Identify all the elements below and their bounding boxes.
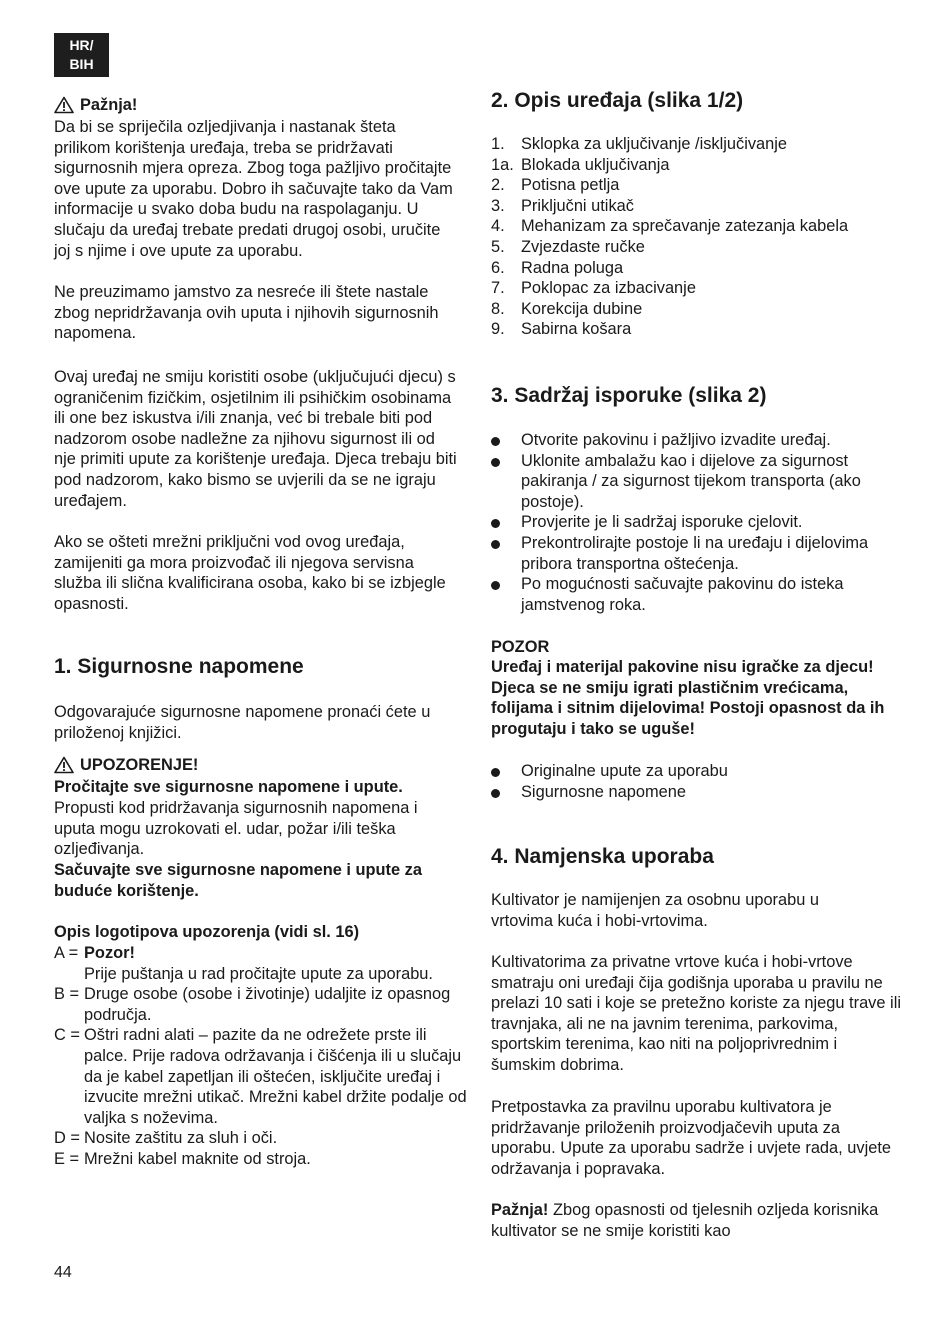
logo-text: Nosite zaštitu za sluh i oči.: [84, 1129, 278, 1148]
part-number: 1.: [491, 135, 505, 153]
use-paragraph-4-attention: Pažnja!: [491, 1201, 549, 1219]
part-number: 9.: [491, 320, 505, 339]
attention-heading: [54, 95, 137, 116]
part-number: 7.: [491, 279, 505, 298]
section-1-intro: Odgovarajuće sigurnosne napomene pronaći ćete u priloženoj knjižici.: [54, 703, 431, 742]
bullet-item: [491, 782, 891, 803]
section-3-title: 3. Sadržaj isporuke (slika 2): [491, 384, 767, 407]
part-label: Korekcija dubine: [521, 299, 643, 318]
cable-paragraph: Ako se ošteti mrežni priključni vod ovog uređaja, zamijeniti ga mora proizvođač ili njegova servisna služba ili slična kvalificirana osoba, kako bi se izbjegle opasnosti.: [54, 533, 446, 613]
logo-text: Mrežni kabel maknite od stroja.: [84, 1149, 311, 1168]
bullet-dot-icon: [491, 451, 521, 513]
part-number: 6.: [491, 258, 505, 277]
part-item: [491, 216, 901, 237]
logo-legend-item: [54, 1128, 474, 1149]
bullet-item: [491, 512, 891, 533]
caution-text: Uređaj i materijal pakovine nisu igračke za djecu! Djeca se ne smiju igrati plastičnim vrećicama, folijama i sitnim dijelovima! Postoji opasnost da ih progutaju i tako se uguše!: [491, 658, 885, 738]
delivery-items-list: [491, 761, 891, 802]
use-paragraph-1: Kultivator je namijenjen za osobnu uporabu u vrtovima kuća i hobi-vrtovima.: [491, 891, 820, 930]
logos-legend: [54, 943, 474, 1170]
logo-text: Prije puštanja u rad pročitajte upute za uporabu.: [84, 964, 433, 983]
section-2-title: 2. Opis uređaja (slika 1/2): [491, 89, 744, 112]
caution-label: POZOR: [491, 638, 550, 656]
warning-keep-all: Sačuvajte sve sigurnosne napomene i upute za buduće korištenje.: [54, 861, 422, 900]
logo-key: A =: [54, 944, 79, 962]
part-item: [491, 175, 901, 196]
part-number: 3.: [491, 196, 505, 215]
part-label: Blokada uključivanja: [521, 155, 670, 174]
part-number: 2.: [491, 176, 505, 195]
part-item: [491, 258, 901, 279]
logo-key: D =: [54, 1129, 80, 1148]
delivery-steps-list: [491, 430, 891, 615]
logo-text: Oštri radni alati – pazite da ne odrežete prste ili palce. Prije radova održavanja i čišćenja ili u slučaju da je kabel zapetljan ili oštećen, isključite uređaj i izvucite mrežni utikač. Mrežni kabel držite podalje od valjka s noževima.: [84, 1026, 467, 1127]
language-badge-line1: HR/: [69, 37, 94, 53]
logo-bold-label: Pozor!: [84, 944, 135, 962]
parts-list: [491, 134, 901, 340]
attention-title: Pažnja!: [80, 96, 138, 114]
use-paragraph-2: Kultivatorima za privatne vrtove kuća i hobi-vrtove smatraju oni uređaji čija godišnja uporaba u pravilu ne prelazi 10 sati i koje se pretežno koriste za njegu trave ili travnjaka, ali ne na javnim terenima, parkovima, sportskim terenima, kao niti na poljoprivrednim i šumskim dobrima.: [491, 953, 901, 1074]
bullet-text: Uklonite ambalažu kao i dijelove za sigurnost pakiranja / za sigurnost tijekom transporta (ako postoje).: [521, 451, 861, 511]
part-label: Mehanizam za sprečavanje zatezanja kabela: [521, 217, 849, 236]
language-badge-line2: BIH: [69, 56, 94, 72]
bullet-dot-icon: [491, 761, 521, 782]
page-number: 44: [54, 1264, 72, 1281]
bullet-text: Prekontrolirajte postoje li na uređaju i dijelovima pribora transportna oštećenja.: [521, 533, 869, 573]
use-paragraph-4: [491, 1200, 891, 1241]
use-paragraph-3: Pretpostavka za pravilnu uporabu kultivatora je pridržavanje priloženih proizvodjačevih uputa za uporabu. Upute za uporabu sadrže i uvjete rada, uvjete održavanja i popravaka.: [491, 1098, 892, 1178]
part-number: 8.: [491, 299, 505, 318]
bullet-dot-icon: [491, 430, 521, 451]
use-paragraph-4-text: Zbog opasnosti od tjelesnih ozljeda korisnika kultivator se ne smije koristiti kao: [491, 1201, 879, 1240]
section-4-title: 4. Namjenska uporaba: [491, 845, 714, 868]
bullet-dot-icon: [491, 512, 521, 533]
attention-paragraph-2: Ne preuzimamo jamstvo za nesreće ili štete nastale zbog nepridržavanja ovih uputa i njihovih sigurnosnih napomena.: [54, 283, 439, 343]
part-label: Sabirna košara: [521, 320, 632, 339]
logo-text: Druge osobe (osobe i životinje) udaljite iz opasnog područja.: [84, 985, 451, 1024]
bullet-dot-icon: [491, 574, 521, 615]
bullet-dot-icon: [491, 533, 521, 574]
warning-text: Propusti kod pridržavanja sigurnosnih napomena i uputa mogu uzrokovati el. udar, požar i/ili teška ozljeđivanja.: [54, 799, 418, 859]
bullet-item: [491, 533, 891, 574]
logo-legend-item: [54, 984, 474, 1025]
part-item: [491, 196, 901, 217]
part-number: 5.: [491, 237, 505, 256]
logo-key: E =: [54, 1149, 80, 1168]
part-item: [491, 278, 901, 299]
part-item: [491, 237, 901, 258]
bullet-dot-icon: [491, 782, 521, 803]
bullet-text: Po mogućnosti sačuvajte pakovinu do isteka jamstvenog roka.: [521, 575, 844, 614]
bullet-text: Sigurnosne napomene: [521, 782, 686, 801]
part-item: [491, 299, 901, 320]
warning-title: UPOZORENJE!: [80, 756, 199, 774]
bullet-item: [491, 451, 891, 513]
part-item: [491, 319, 901, 340]
part-label: Priključni utikač: [521, 196, 634, 215]
bullet-item: [491, 430, 891, 451]
section-1-title: 1. Sigurnosne napomene: [54, 655, 304, 678]
part-item: [491, 134, 901, 155]
logo-legend-item: [54, 943, 474, 984]
part-number: 1a.: [491, 155, 514, 174]
part-label: Potisna petlja: [521, 176, 620, 195]
part-label: Radna poluga: [521, 258, 624, 277]
warning-triangle-icon: [54, 756, 74, 774]
bullet-text: Otvorite pakovinu i pažljivo izvadite uređaj.: [521, 431, 831, 449]
persons-paragraph: Ovaj uređaj ne smiju koristiti osobe (uključujući djecu) s ograničenim fizičkim, osjetilnim ili psihičkim osobinama ili one bez iskustva i/ili znanja, već bi trebale biti pod nadzorom osobe nadležne za njihovu sigurnost ili od nje primiti upute za korištenje uređaja. Djeca trebaju biti pod nadzorom, kako bismo se uvjerili da se ne igraju uređajem.: [54, 368, 457, 510]
bullet-text: Provjerite je li sadržaj isporuke cjelovit.: [521, 513, 803, 532]
logos-title: Opis logotipova upozorenja (vidi sl. 16): [54, 923, 360, 941]
language-badge: [54, 33, 109, 77]
logo-key: C =: [54, 1026, 80, 1045]
logo-legend-item: [54, 1149, 474, 1170]
logo-legend-item: [54, 1025, 474, 1128]
part-label: Zvjezdaste ručke: [521, 237, 645, 256]
bullet-item: [491, 761, 891, 782]
part-number: 4.: [491, 217, 505, 236]
warning-triangle-icon: [54, 96, 74, 114]
attention-paragraph-1: Da bi se spriječila ozljedjivanja i nastanak šteta prilikom korištenja uređaja, treba se pridržavati sigurnosnih mjera opreza. Zbog toga pažljivo pročitajte ove upute za uporabu. Dobro ih sačuvajte tako da Vam informacije u svako doba budu na raspolaganju. U slučaju da uređaj trebate predati drugoj osobi, uručite joj s njime i ove upute za uporabu.: [54, 118, 453, 260]
part-item: [491, 155, 901, 176]
part-label: Poklopac za izbacivanje: [521, 279, 696, 298]
logo-key: B =: [54, 985, 80, 1004]
warning-read-all: Pročitajte sve sigurnosne napomene i upute.: [54, 778, 403, 796]
warning-heading: [54, 755, 198, 776]
bullet-item: [491, 574, 891, 615]
bullet-text: Originalne upute za uporabu: [521, 762, 728, 780]
part-label: Sklopka za uključivanje /isključivanje: [521, 135, 788, 153]
